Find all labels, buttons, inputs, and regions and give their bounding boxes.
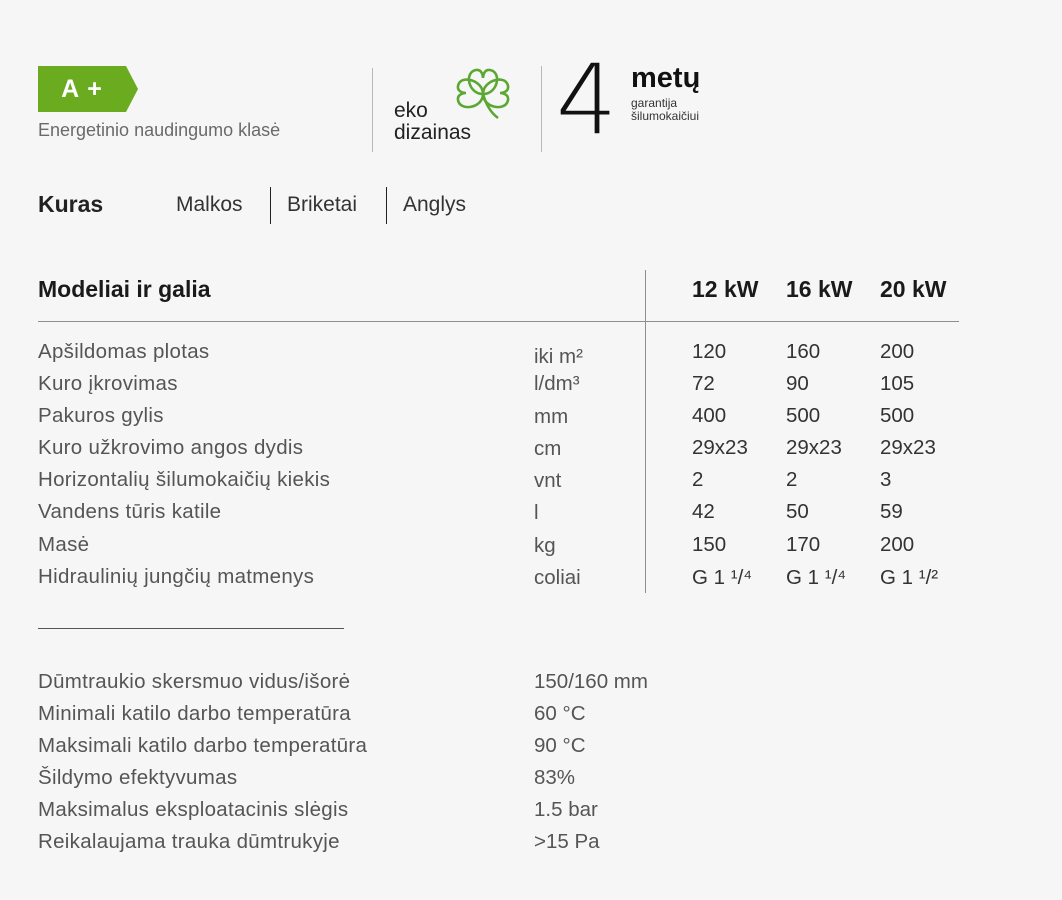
- fuel-divider: [386, 187, 387, 224]
- section-separator: [38, 628, 344, 629]
- table-cell-16kw: 29x23: [786, 436, 842, 459]
- table-cell-20kw: 200: [880, 533, 915, 556]
- table-cell-16kw: 90: [786, 372, 809, 395]
- fuel-option-briketai: Briketai: [287, 193, 358, 216]
- energy-class-label: A +: [61, 75, 103, 103]
- eko-word: eko: [394, 99, 428, 122]
- table-row-label: Kuro įkrovimas: [38, 372, 178, 395]
- table-row-unit: l/dm³: [534, 372, 580, 395]
- energy-class-caption: Energetinio naudingumo klasė: [38, 120, 281, 140]
- table-row-label: Horizontalių šilumokaičių kiekis: [38, 468, 331, 491]
- spec-label: Maksimali katilo darbo temperatūra: [38, 734, 368, 757]
- warranty-line-2: šilumokaičiui: [631, 109, 700, 123]
- spec-label: Maksimalus eksploatacinis slėgis: [38, 798, 349, 821]
- table-row-unit: mm: [534, 405, 569, 428]
- table-cell-20kw: 3: [880, 468, 892, 491]
- table-row-label: Vandens tūris katile: [38, 500, 222, 523]
- table-cell-12kw: 42: [692, 500, 715, 523]
- fuel-divider: [270, 187, 271, 224]
- table-row-unit: vnt: [534, 469, 562, 492]
- table-row-unit: cm: [534, 437, 562, 460]
- table-cell-12kw: G 1 ¹/⁴: [692, 566, 753, 589]
- table-cell-16kw: 500: [786, 404, 821, 427]
- table-row-unit: iki m²: [534, 345, 583, 368]
- table-row-unit: coliai: [534, 566, 581, 589]
- table-cell-16kw: 50: [786, 500, 809, 523]
- badge-divider: [541, 66, 542, 152]
- table-cell-16kw: 2: [786, 468, 798, 491]
- table-row-label: Apšildomas plotas: [38, 340, 210, 363]
- table-cell-20kw: 105: [880, 372, 915, 395]
- spec-value: >15 Pa: [534, 830, 600, 853]
- dizainas-word: dizainas: [394, 121, 472, 144]
- table-header-rule: [38, 321, 959, 322]
- spec-label: Reikalaujama trauka dūmtrukyje: [38, 830, 340, 853]
- column-header-20kw: 20 kW: [880, 276, 947, 302]
- fuel-option-malkos: Malkos: [176, 193, 243, 216]
- spec-value: 1.5 bar: [534, 798, 598, 821]
- table-cell-20kw: 200: [880, 340, 915, 363]
- spec-value: 60 °C: [534, 702, 586, 725]
- table-cell-16kw: 160: [786, 340, 821, 363]
- table-cell-20kw: 29x23: [880, 436, 936, 459]
- column-header-12kw: 12 kW: [692, 276, 759, 302]
- table-cell-12kw: 72: [692, 372, 715, 395]
- fuel-label: Kuras: [38, 191, 104, 217]
- table-row-unit: l: [534, 501, 539, 524]
- table-row-label: Hidraulinių jungčių matmenys: [38, 565, 315, 588]
- spec-label: Šildymo efektyvumas: [38, 766, 238, 789]
- spec-label: Dūmtraukio skersmuo vidus/išorė: [38, 670, 351, 693]
- spec-value: 83%: [534, 766, 576, 789]
- column-header-16kw: 16 kW: [786, 276, 853, 302]
- warranty-years-word: metų: [631, 62, 701, 94]
- badge-divider: [372, 68, 373, 152]
- table-row-label: Masė: [38, 533, 90, 556]
- energy-class-badge: [38, 66, 138, 112]
- table-cell-16kw: G 1 ¹/⁴: [786, 566, 847, 589]
- clover-icon: [446, 64, 520, 131]
- table-row-unit: kg: [534, 534, 556, 557]
- table-cell-20kw: 500: [880, 404, 915, 427]
- table-cell-12kw: 2: [692, 468, 704, 491]
- table-column-divider: [645, 270, 646, 593]
- spec-value: 150/160 mm: [534, 670, 648, 693]
- table-cell-20kw: 59: [880, 500, 903, 523]
- table-cell-20kw: G 1 ¹/²: [880, 566, 939, 589]
- spec-value: 90 °C: [534, 734, 586, 757]
- table-row-label: Pakuros gylis: [38, 404, 164, 427]
- fuel-option-anglys: Anglys: [403, 193, 467, 216]
- spec-label: Minimali katilo darbo temperatūra: [38, 702, 351, 725]
- warranty-line-1: garantija: [631, 96, 678, 110]
- table-cell-12kw: 120: [692, 340, 727, 363]
- table-cell-12kw: 150: [692, 533, 727, 556]
- table-cell-12kw: 400: [692, 404, 727, 427]
- table-cell-12kw: 29x23: [692, 436, 748, 459]
- warranty-years-number: 4: [556, 44, 618, 156]
- models-table-title: Modeliai ir galia: [38, 276, 211, 302]
- table-row-label: Kuro užkrovimo angos dydis: [38, 436, 304, 459]
- table-cell-16kw: 170: [786, 533, 821, 556]
